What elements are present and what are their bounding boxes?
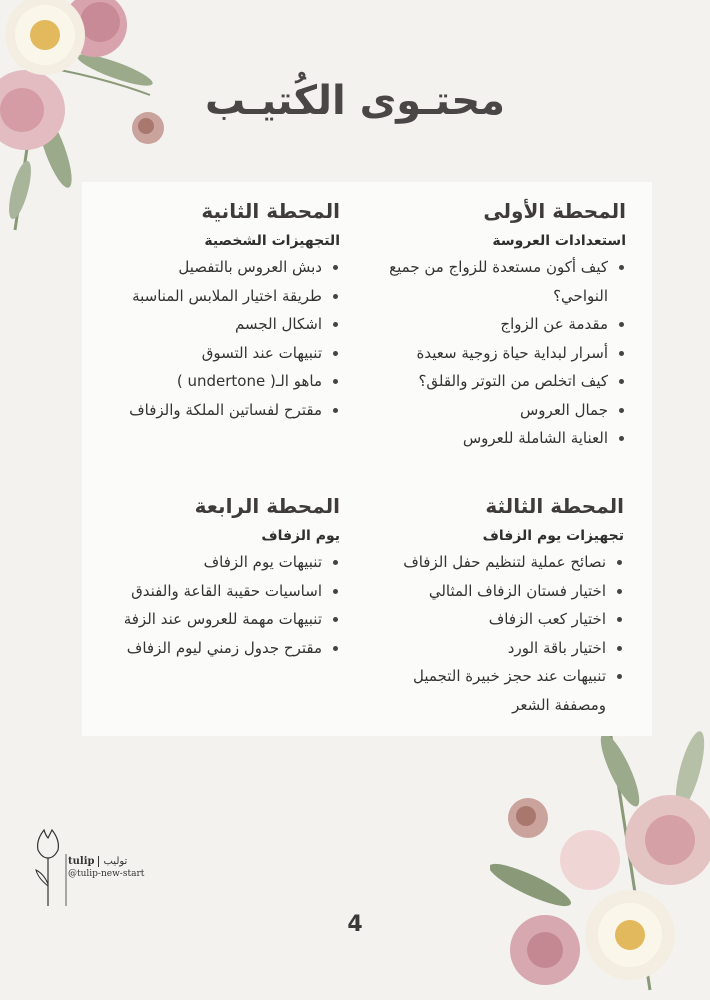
list-item: أسرار لبداية حياة زوجية سعيدة xyxy=(386,339,608,368)
list-item: طريقة اختيار الملابس المناسبة xyxy=(100,282,322,311)
station-heading: المحطة الأولى xyxy=(483,199,626,223)
station-items xyxy=(386,253,626,453)
list-item: ماهو الـ( undertone ) xyxy=(100,367,322,396)
station-1 xyxy=(386,199,626,453)
list-item: مقترح لفساتين الملكة والزفاف xyxy=(100,396,322,425)
brand-separator xyxy=(98,856,99,867)
list-item: اشكال الجسم xyxy=(100,310,322,339)
list-item: كيف اتخلص من التوتر والقلق؟ xyxy=(386,367,608,396)
station-subheading: يوم الزفاف xyxy=(261,528,340,544)
brand-handle: @tulip-new-start xyxy=(68,869,145,879)
list-item: العناية الشاملة للعروس xyxy=(386,424,608,453)
station-subheading: التجهيزات الشخصية xyxy=(204,233,340,249)
list-item: اختيار كعب الزفاف xyxy=(384,605,606,634)
list-item: دبش العروس بالتفصيل xyxy=(100,253,322,282)
list-item: مقترح جدول زمني ليوم الزفاف xyxy=(90,634,322,663)
floral-decoration-bottom-right-icon xyxy=(490,710,710,1000)
station-items xyxy=(384,548,624,719)
station-3 xyxy=(384,494,624,719)
station-subheading: استعدادات العروسة xyxy=(492,233,626,249)
list-item: جمال العروس xyxy=(386,396,608,425)
brand-name-ar: توليب xyxy=(103,856,128,867)
list-item: تنبيهات مهمة للعروس عند الزفة xyxy=(90,605,322,634)
brand-block xyxy=(68,856,144,879)
station-heading: المحطة الرابعة xyxy=(194,494,340,518)
list-item: اختيار باقة الورد xyxy=(384,634,606,663)
list-item: مقدمة عن الزواج xyxy=(386,310,608,339)
page-number: 4 xyxy=(347,912,363,937)
list-item: نصائح عملية لتنظيم حفل الزفاف xyxy=(384,548,606,577)
list-item: تنبيهات يوم الزفاف xyxy=(90,548,322,577)
station-4 xyxy=(90,494,340,662)
station-heading: المحطة الثانية xyxy=(201,199,340,223)
station-2 xyxy=(100,199,340,424)
list-item: تنبيهات عند التسوق xyxy=(100,339,322,368)
list-item: اختيار فستان الزفاف المثالي xyxy=(384,577,606,606)
list-item: اساسيات حقيبة القاعة والفندق xyxy=(90,577,322,606)
list-item: كيف أكون مستعدة للزواج من جميع النواحي؟ xyxy=(386,253,608,310)
page-title: محتـوى الكُتيـب xyxy=(205,78,505,124)
list-item: تنبيهات عند حجز خبيرة التجميل ومصففة الشعر xyxy=(384,662,606,719)
station-subheading: تجهيزات يوم الزفاف xyxy=(482,528,624,544)
station-items xyxy=(90,548,340,662)
brand-name-en: tulip xyxy=(68,856,95,867)
station-heading: المحطة الثالثة xyxy=(485,494,624,518)
station-items xyxy=(100,253,340,424)
